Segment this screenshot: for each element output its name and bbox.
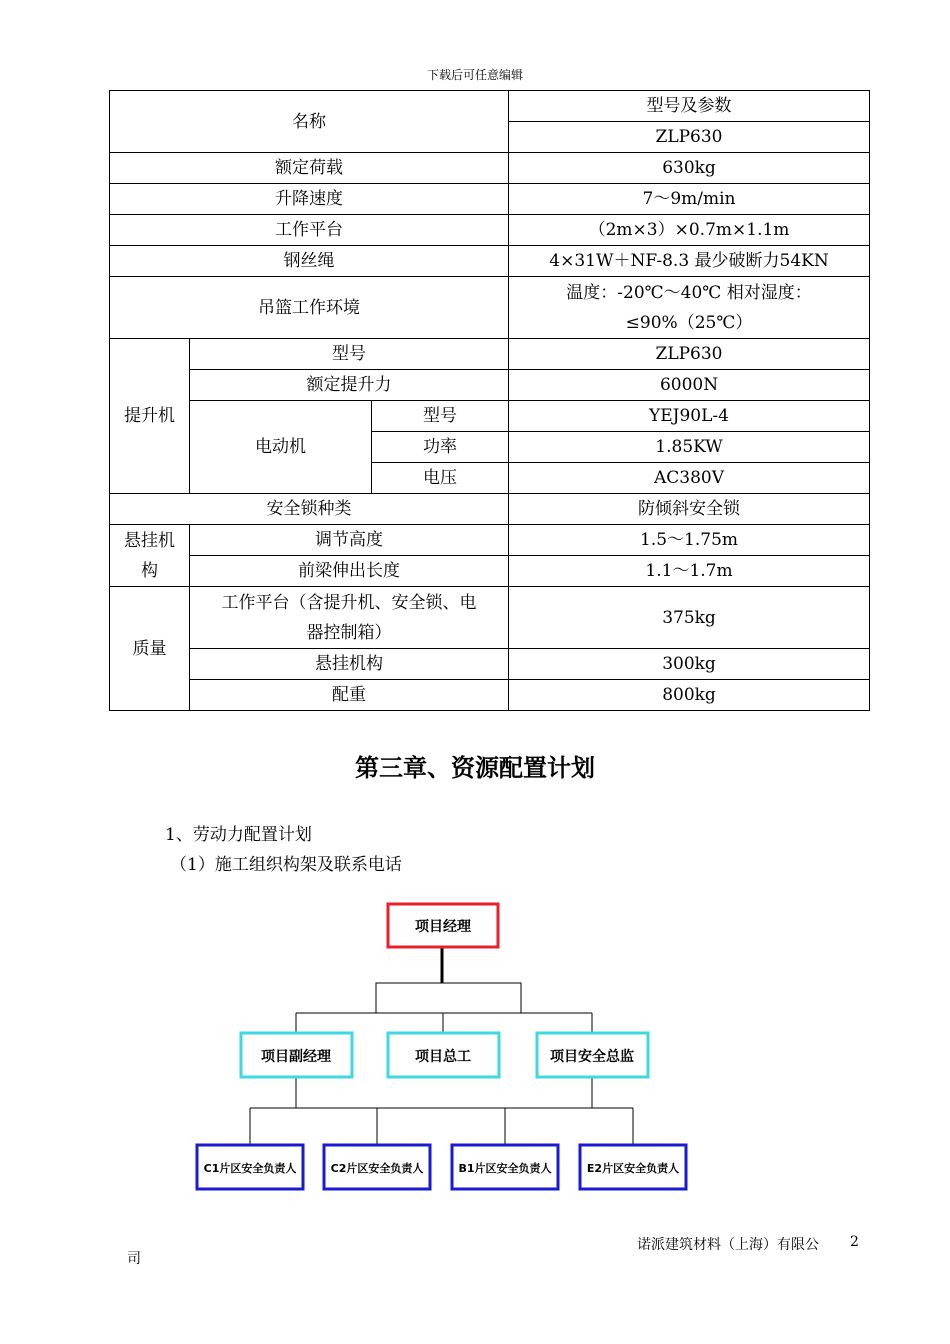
hoist-model-value: ZLP630	[509, 339, 870, 370]
lock-value: 防倾斜安全锁	[509, 494, 870, 525]
org-node-b1-safety	[452, 1145, 558, 1189]
motor-voltage-label: 电压	[372, 463, 509, 494]
env-value	[509, 277, 870, 339]
org-node-chief-engineer	[388, 1033, 499, 1077]
org-c2-safety-label: C2片区安全负责人	[330, 1162, 424, 1175]
spec-table	[109, 90, 870, 711]
rope-value: 4×31W＋NF-8.3 最少破断力54KN	[509, 246, 870, 277]
rated-load-label: 额定荷载	[110, 153, 509, 184]
mass-counterweight-label: 配重	[190, 680, 509, 711]
chapter-title: 第三章、资源配置计划	[355, 754, 595, 782]
name-header: 名称	[110, 91, 509, 153]
platform-value: （2m×3）×0.7m×1.1m	[509, 215, 870, 246]
env-value-line2: ≤90%（25℃）	[625, 312, 753, 333]
org-c1-safety-label: C1片区安全负责人	[203, 1162, 297, 1175]
adjust-height-label: 调节高度	[190, 525, 509, 556]
org-node-safety-director	[537, 1033, 648, 1077]
env-label: 吊篮工作环境	[110, 277, 509, 339]
speed-value: 7～9m/min	[509, 184, 870, 215]
motor-power-value: 1.85KW	[509, 432, 870, 463]
beam-label: 前梁伸出长度	[190, 556, 509, 587]
org-node-e2-safety	[580, 1145, 686, 1189]
hoist-force-value: 6000N	[509, 370, 870, 401]
hoist-force-label: 额定提升力	[190, 370, 509, 401]
beam-value: 1.1～1.7m	[509, 556, 870, 587]
mass-suspension-label: 悬挂机构	[190, 649, 509, 680]
adjust-height-value: 1.5～1.75m	[509, 525, 870, 556]
hoist-model-label: 型号	[190, 339, 509, 370]
rope-label: 钢丝绳	[110, 246, 509, 277]
org-manager-label: 项目经理	[415, 919, 471, 935]
suspension-label	[110, 525, 190, 587]
mass-suspension-value: 300kg	[509, 649, 870, 680]
org-node-deputy-manager	[241, 1033, 352, 1077]
org-chief-engineer-label: 项目总工	[415, 1049, 471, 1065]
org-node-manager	[388, 904, 498, 947]
speed-label: 升降速度	[110, 184, 509, 215]
org-safety-director-label: 项目安全总监	[550, 1049, 634, 1065]
org-e2-safety-label: E2片区安全负责人	[586, 1162, 680, 1175]
hoist-label: 提升机	[110, 339, 190, 494]
mass-label: 质量	[110, 587, 190, 711]
mass-platform-label	[190, 587, 509, 649]
org-b1-safety-label: B1片区安全负责人	[458, 1162, 552, 1175]
page-header: 下载后可任意编辑	[426, 68, 523, 82]
footer-company-wrap: 司	[127, 1251, 141, 1267]
suspension-label-line2: 构	[141, 560, 158, 581]
section-heading-2: （1）施工组织构架及联系电话	[170, 855, 402, 875]
section-heading-1: 1、劳动力配置计划	[165, 825, 312, 845]
org-deputy-manager-label: 项目副经理	[261, 1049, 331, 1065]
mass-platform-label-line2: 器控制箱）	[306, 622, 392, 643]
suspension-label-line1: 悬挂机	[124, 530, 175, 551]
param-header: 型号及参数	[509, 91, 870, 122]
motor-voltage-value: AC380V	[509, 463, 870, 494]
platform-label: 工作平台	[110, 215, 509, 246]
org-node-c1-safety	[197, 1145, 303, 1189]
motor-model-label: 型号	[372, 401, 509, 432]
mass-platform-value: 375kg	[509, 587, 870, 649]
motor-model-value: YEJ90L-4	[509, 401, 870, 432]
org-chart	[0, 890, 950, 1200]
model-value: ZLP630	[509, 122, 870, 153]
footer-company: 诺派建筑材料（上海）有限公	[637, 1237, 819, 1253]
env-value-line1: 温度：-20℃～40℃ 相对湿度：	[566, 282, 812, 303]
mass-counterweight-value: 800kg	[509, 680, 870, 711]
mass-platform-label-line1: 工作平台（含提升机、安全锁、电	[221, 592, 477, 613]
org-node-c2-safety	[324, 1145, 430, 1189]
rated-load-value: 630kg	[509, 153, 870, 184]
motor-power-label: 功率	[372, 432, 509, 463]
page-number: 2	[850, 1234, 859, 1250]
lock-label: 安全锁种类	[110, 494, 509, 525]
motor-label: 电动机	[190, 401, 372, 494]
